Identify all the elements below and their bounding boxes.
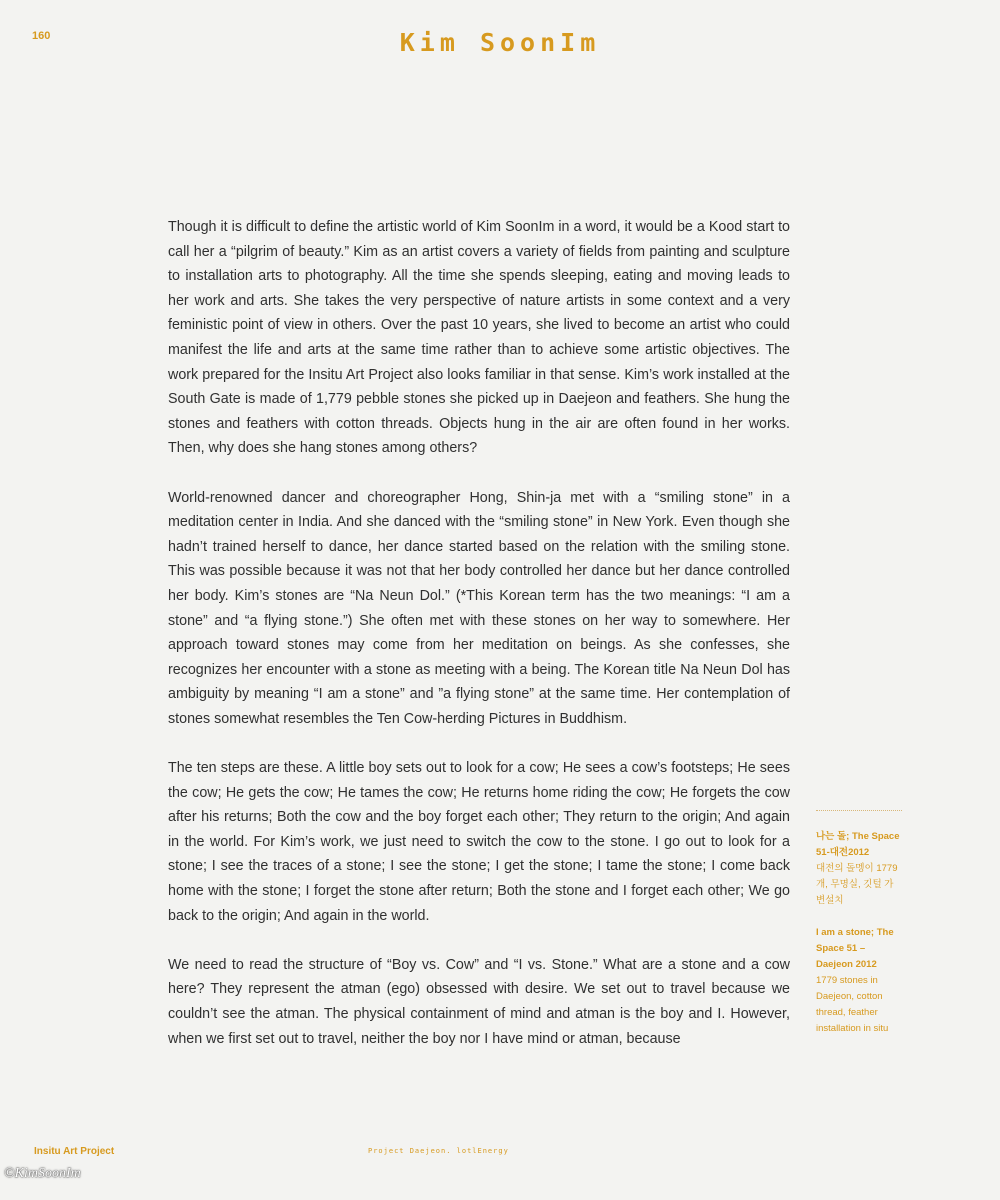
footer-publication: Insitu Art Project xyxy=(34,1146,115,1157)
page-title: Kim SoonIm xyxy=(399,28,601,57)
article-body xyxy=(168,215,790,1076)
caption-korean-title: 나는 돌; The Space 51-대전2012 xyxy=(816,831,900,858)
caption-english-detail: 1779 stones in Daejeon, cotton thread, feather installation in situ xyxy=(816,975,889,1034)
body-paragraph-3: The ten steps are these. A little boy sets out to look for a cow; He sees a cow’s footsteps; He sees the cow; He gets the cow; He tames the cow; He returns home riding the cow; He forgets the cow after his returns; Both the cow and the boy forget each other; They return to the origin; And again in the world. For Kim’s work, we just need to switch the cow to the stone. I go out to look for a stone; I see the traces of a stone; I see the stone; I get the stone; I tame the stone; I come back home with the stone; I forget the stone after return; Both the stone and I forget each other; We go back to the origin; And again in the world. xyxy=(168,760,790,924)
footer-project: Project Daejeon. lotlEnergy xyxy=(368,1147,509,1155)
page-number: 160 xyxy=(32,30,51,42)
caption-english xyxy=(816,925,902,1037)
image-caption xyxy=(816,810,902,1053)
caption-korean xyxy=(816,829,902,909)
copyright-watermark: ©KimSoonIm xyxy=(4,1166,81,1181)
caption-korean-detail: 대전의 돌멩이 1779개, 무명실, 깃털 가변설치 xyxy=(816,863,898,906)
body-paragraph-1: Though it is difficult to define the artistic world of Kim SoonIm in a word, it would be a Kood start to call her a “pilgrim of beauty.” Kim as an artist covers a variety of fields from painting and sculpture to installation arts to photography. All the time she spends sleeping, eating and moving leads to her work and arts. She takes the very perspective of nature artists in some context and a very feministic point of view in others. Over the past 10 years, she lived to become an artist who could manifest the life and arts at the same time rather than to achieve some artistic objectives. The work prepared for the Insitu Art Project also looks familiar in that sense. Kim’s work installed at the South Gate is made of 1,779 pebble stones she picked up in Daejeon and feathers. She hung the stones and feathers with cotton threads. Objects hung in the air are often found in her works. Then, why does she hang stones among others? xyxy=(168,219,790,457)
caption-english-title: I am a stone; The Space 51 – Daejeon 2012 xyxy=(816,927,894,970)
body-paragraph-2: World-renowned dancer and choreographer Hong, Shin-ja met with a “smiling stone” in a meditation center in India. And she danced with the “smiling stone” in New York. Even though she hadn’t trained herself to dance, her dance started based on the relation with the smiling stone. This was possible because it was not that her body controlled her dance but her dance controlled her body. Kim’s stones are “Na Neun Dol.” (*This Korean term has the two meanings: “I am a stone” and “a flying stone.”) She often met with these stones on her way to somewhere. Her approach toward stones may come from her meditation on beings. As she confesses, she recognizes her encounter with a stone as meeting with a being. The Korean title Na Neun Dol has ambiguity by meaning “I am a stone” and ”a flying stone” at the same time. Her contemplation of stones somewhat resembles the Ten Cow-herding Pictures in Buddhism. xyxy=(168,489,790,727)
body-paragraph-4: We need to read the structure of “Boy vs. Cow” and “I vs. Stone.” What are a stone and a cow here? They represent the atman (ego) obsessed with desire. We set out to travel because we couldn’t see the atman. The physical containment of mind and atman is the boy and I. However, when we first set out to travel, neither the boy nor I have mind or atman, because xyxy=(168,956,790,1047)
